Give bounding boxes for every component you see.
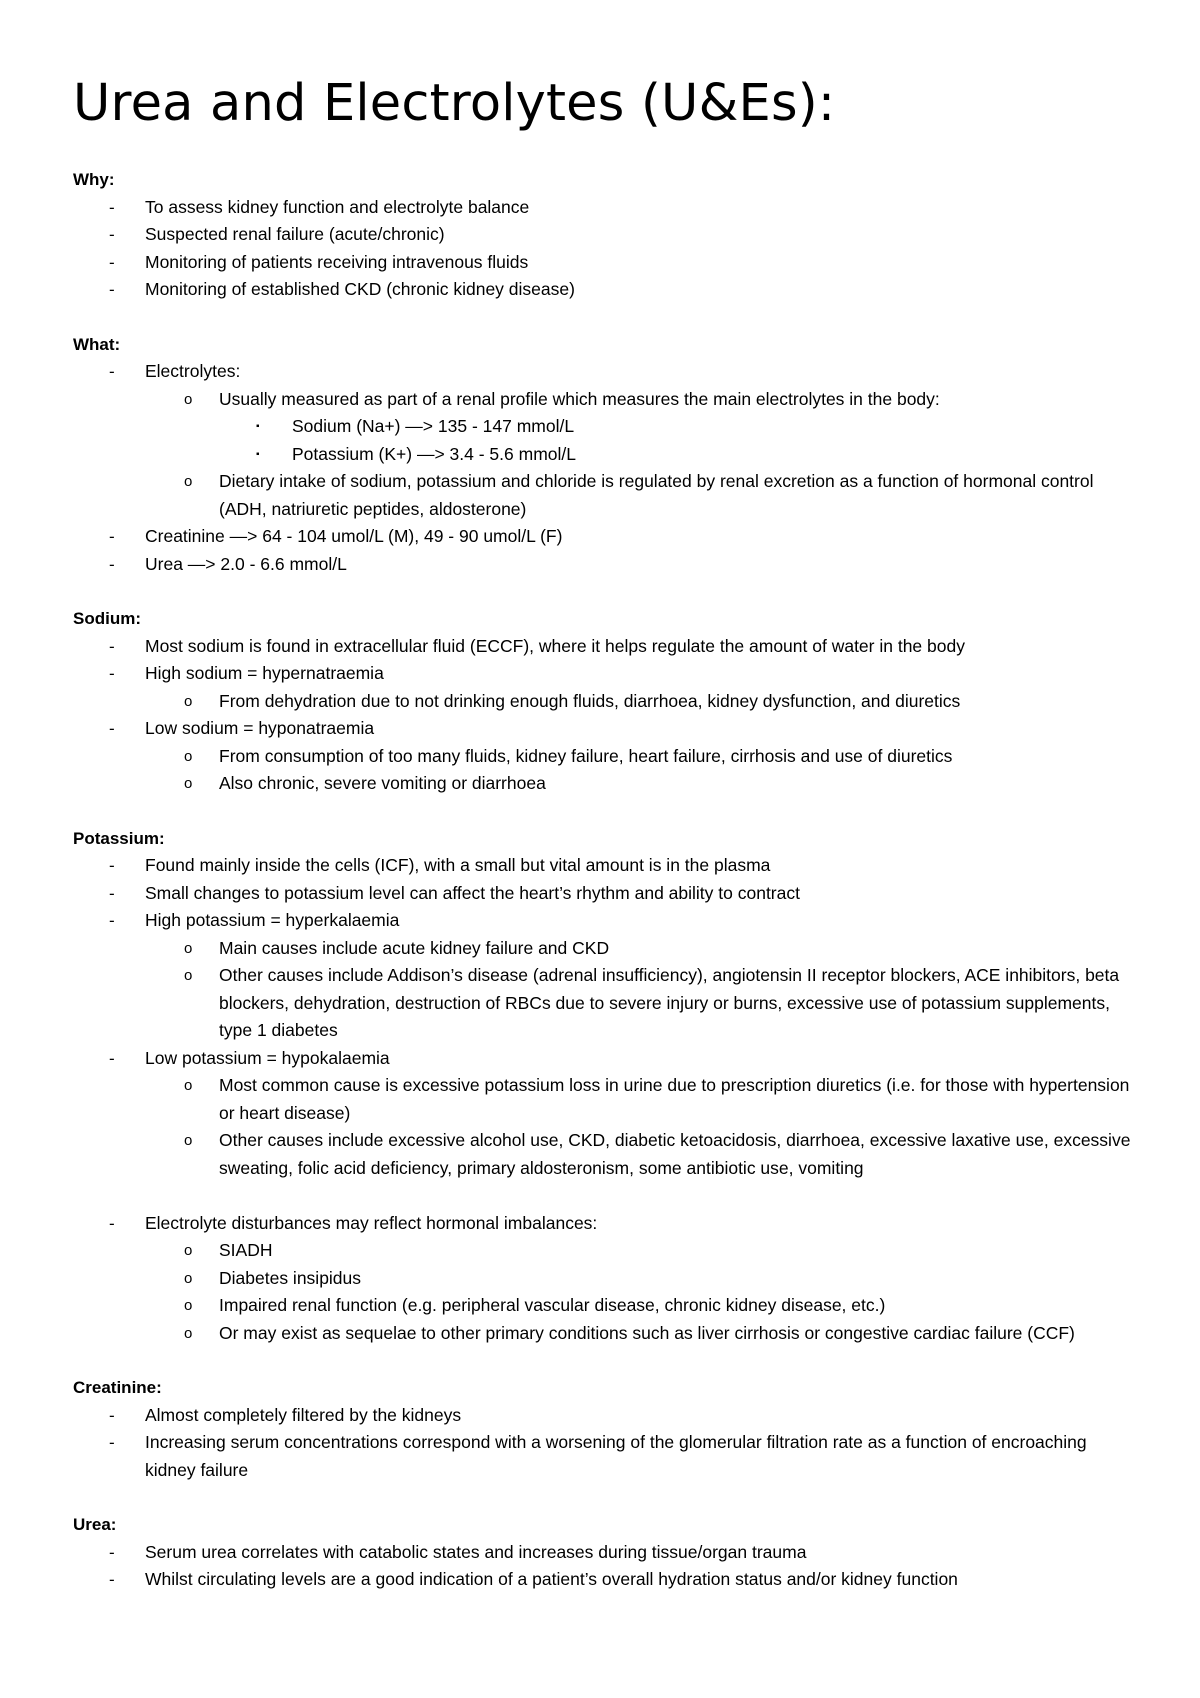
circle-bullet-icon: o bbox=[184, 390, 193, 408]
circle-bullet-icon: o bbox=[184, 1077, 193, 1094]
section-sodium bbox=[73, 605, 1140, 798]
dash-bullet-icon: - bbox=[109, 1213, 115, 1233]
list-item-text: Small changes to potassium level can affect the heart’s rhythm and ability to contract bbox=[145, 882, 800, 903]
list-item-text: Diabetes insipidus bbox=[219, 1267, 362, 1288]
list-item bbox=[73, 1127, 1140, 1182]
circle-bullet-icon: o bbox=[184, 692, 193, 710]
list-item bbox=[73, 660, 1140, 688]
bullet-list-level-2 bbox=[73, 935, 1140, 1045]
list-item bbox=[73, 962, 1140, 1045]
dash-bullet-icon: - bbox=[109, 719, 115, 738]
list-item bbox=[73, 1265, 1140, 1293]
bullet-list-level-1 bbox=[73, 852, 1140, 1347]
list-item bbox=[73, 249, 1140, 277]
list-item-text: Monitoring of patients receiving intravenous fluids bbox=[145, 251, 529, 272]
list-item bbox=[73, 770, 1140, 798]
list-item bbox=[73, 221, 1140, 249]
list-item bbox=[73, 1045, 1140, 1073]
list-item-text: Electrolyte disturbances may reflect hormonal imbalances: bbox=[145, 1212, 598, 1233]
dash-bullet-icon: - bbox=[109, 1570, 115, 1589]
list-item bbox=[73, 1539, 1140, 1567]
list-item-text: Electrolytes: bbox=[145, 361, 241, 381]
circle-bullet-icon: o bbox=[184, 939, 193, 957]
list-item-text: Impaired renal function (e.g. peripheral vascular disease, chronic kidney disease, etc.) bbox=[219, 1295, 886, 1315]
bullet-list-level-2 bbox=[73, 1237, 1140, 1347]
list-item-text: Suspected renal failure (acute/chronic) bbox=[145, 224, 445, 244]
list-item-text: Monitoring of established CKD (chronic kidney disease) bbox=[145, 279, 575, 299]
list-item bbox=[73, 441, 1140, 469]
list-item-text: Whilst circulating levels are a good indication of a patient’s overall hydration status and/or kidney function bbox=[145, 1569, 958, 1589]
list-item-text: Other causes include excessive alcohol use, CKD, diabetic ketoacidosis, diarrhoea, excessive laxative use, excessive sweating, folic acid deficiency, primary aldosteronism, some antibiotic use, vomiting bbox=[219, 1130, 1131, 1178]
list-item-text: Serum urea correlates with catabolic states and increases during tissue/organ trauma bbox=[145, 1541, 807, 1562]
document-body bbox=[73, 166, 1140, 1594]
list-item bbox=[73, 1320, 1140, 1348]
circle-bullet-icon: o bbox=[184, 1269, 193, 1287]
list-item bbox=[73, 907, 1140, 935]
dash-bullet-icon: - bbox=[109, 252, 115, 272]
square-bullet-icon: ▪ bbox=[256, 421, 260, 432]
list-item bbox=[73, 194, 1140, 222]
dash-bullet-icon: - bbox=[109, 527, 115, 546]
nested-list-container bbox=[73, 1237, 1140, 1347]
list-item bbox=[73, 1210, 1140, 1238]
bullet-list-level-3 bbox=[73, 413, 1140, 468]
bullet-list-level-2 bbox=[73, 743, 1140, 798]
nested-list-container bbox=[73, 386, 1140, 524]
section-creatinine bbox=[73, 1374, 1140, 1484]
dash-bullet-icon: - bbox=[109, 883, 115, 903]
list-item-text: Usually measured as part of a renal profile which measures the main electrolytes in the body: bbox=[219, 388, 940, 409]
circle-bullet-icon: o bbox=[184, 1132, 193, 1149]
list-item bbox=[73, 1072, 1140, 1127]
list-item-text: Low potassium = hypokalaemia bbox=[145, 1047, 390, 1068]
circle-bullet-icon: o bbox=[184, 1242, 193, 1259]
bullet-list-level-1 bbox=[73, 358, 1140, 578]
list-item-text: From dehydration due to not drinking enough fluids, diarrhoea, kidney dysfunction, and diuretics bbox=[219, 690, 961, 711]
bullet-list-level-1 bbox=[73, 1402, 1140, 1485]
list-item bbox=[73, 276, 1140, 304]
dash-bullet-icon: - bbox=[109, 856, 115, 875]
list-item bbox=[73, 413, 1140, 441]
list-item-text: Almost completely filtered by the kidneys bbox=[145, 1404, 462, 1425]
list-item-text: SIADH bbox=[219, 1240, 273, 1260]
list-item-text: Low sodium = hyponatraemia bbox=[145, 718, 375, 738]
section-heading: Urea: bbox=[73, 1515, 117, 1534]
list-item bbox=[73, 852, 1140, 880]
section-urea bbox=[73, 1511, 1140, 1594]
list-item bbox=[73, 468, 1140, 523]
section-heading: Sodium: bbox=[73, 609, 141, 628]
list-item-text: Increasing serum concentrations correspond with a worsening of the glomerular filtration rate as a function of encroaching kidney failure bbox=[145, 1432, 1087, 1480]
list-item bbox=[73, 523, 1140, 551]
list-item-text: Or may exist as sequelae to other primary conditions such as liver cirrhosis or congestive cardiac failure (CCF) bbox=[219, 1322, 1075, 1343]
list-item-text: Also chronic, severe vomiting or diarrhoea bbox=[219, 773, 546, 793]
section-potassium bbox=[73, 825, 1140, 1348]
circle-bullet-icon: o bbox=[184, 1324, 193, 1342]
blank-line bbox=[73, 1182, 1140, 1210]
list-item-text: Main causes include acute kidney failure and CKD bbox=[219, 937, 610, 958]
list-item-text: Dietary intake of sodium, potassium and chloride is regulated by renal excretion as a function of hormonal control (ADH, natriuretic peptides, aldosterone) bbox=[219, 471, 1094, 519]
list-item-text: Urea —> 2.0 - 6.6 mmol/L bbox=[145, 553, 347, 574]
dash-bullet-icon: - bbox=[109, 1542, 115, 1562]
list-item bbox=[73, 1292, 1140, 1320]
list-item bbox=[73, 633, 1140, 661]
dash-bullet-icon: - bbox=[109, 1048, 115, 1068]
list-item bbox=[73, 935, 1140, 963]
nested-list-container bbox=[73, 688, 1140, 716]
section-heading: Creatinine: bbox=[73, 1378, 162, 1397]
list-item-text: High sodium = hypernatraemia bbox=[145, 663, 384, 683]
bullet-list-level-2 bbox=[73, 1072, 1140, 1182]
list-item-text: Most sodium is found in extracellular fluid (ECCF), where it helps regulate the amount of water in the body bbox=[145, 635, 965, 656]
dash-bullet-icon: - bbox=[109, 362, 115, 381]
list-item bbox=[73, 1429, 1140, 1484]
list-item bbox=[73, 386, 1140, 414]
circle-bullet-icon: o bbox=[184, 775, 193, 792]
bullet-list-level-2 bbox=[73, 688, 1140, 716]
list-item bbox=[73, 1566, 1140, 1594]
bullet-list-level-1 bbox=[73, 194, 1140, 304]
section-what bbox=[73, 331, 1140, 579]
dash-bullet-icon: - bbox=[109, 197, 115, 217]
list-item bbox=[73, 358, 1140, 386]
dash-bullet-icon: - bbox=[109, 554, 115, 574]
list-item bbox=[73, 1237, 1140, 1265]
list-item-text: To assess kidney function and electrolyte balance bbox=[145, 196, 530, 217]
nested-list-container bbox=[73, 935, 1140, 1045]
section-heading: Why: bbox=[73, 170, 115, 189]
list-item-text: Found mainly inside the cells (ICF), with a small but vital amount is in the plasma bbox=[145, 855, 771, 875]
list-item-text: High potassium = hyperkalaemia bbox=[145, 910, 400, 930]
bullet-list-level-2 bbox=[73, 386, 1140, 524]
dash-bullet-icon: - bbox=[109, 664, 115, 683]
dash-bullet-icon: - bbox=[109, 1433, 115, 1452]
document-title: Urea and Electrolytes (U&Es): bbox=[73, 74, 836, 133]
list-item bbox=[73, 551, 1140, 579]
list-item bbox=[73, 1402, 1140, 1430]
list-item-text: Most common cause is excessive potassium loss in urine due to prescription diuretics (i.e. for those with hypertension or heart disease) bbox=[219, 1075, 1130, 1123]
circle-bullet-icon: o bbox=[184, 473, 193, 490]
dash-bullet-icon: - bbox=[109, 911, 115, 930]
list-item-text: Potassium (K+) —> 3.4 - 5.6 mmol/L bbox=[292, 443, 576, 464]
nested-list-container bbox=[73, 413, 1140, 468]
circle-bullet-icon: o bbox=[184, 967, 193, 984]
circle-bullet-icon: o bbox=[184, 747, 193, 765]
list-item bbox=[73, 743, 1140, 771]
list-item bbox=[73, 880, 1140, 908]
circle-bullet-icon: o bbox=[184, 1297, 193, 1314]
section-heading: Potassium: bbox=[73, 828, 165, 848]
section-heading: What: bbox=[73, 334, 121, 354]
dash-bullet-icon: - bbox=[109, 225, 115, 244]
square-bullet-icon: ▪ bbox=[256, 448, 260, 460]
section-why bbox=[73, 166, 1140, 304]
list-item-text: Sodium (Na+) —> 135 - 147 mmol/L bbox=[292, 416, 575, 436]
list-item-text: From consumption of too many fluids, kidney failure, heart failure, cirrhosis and use of diuretics bbox=[219, 745, 953, 766]
list-item-text: Other causes include Addison’s disease (adrenal insufficiency), angiotensin II receptor blockers, ACE inhibitors, beta blockers, dehydration, destruction of RBCs due to severe injury or burns, excessive use of potassium supplements, type 1 diabetes bbox=[219, 965, 1120, 1040]
dash-bullet-icon: - bbox=[109, 1405, 115, 1425]
bullet-list-level-1 bbox=[73, 633, 1140, 798]
list-item bbox=[73, 715, 1140, 743]
dash-bullet-icon: - bbox=[109, 636, 115, 656]
dash-bullet-icon: - bbox=[109, 280, 115, 299]
nested-list-container bbox=[73, 743, 1140, 798]
list-item-text: Creatinine —> 64 - 104 umol/L (M), 49 - 90 umol/L (F) bbox=[145, 526, 563, 546]
nested-list-container bbox=[73, 1072, 1140, 1182]
list-item bbox=[73, 688, 1140, 716]
bullet-list-level-1 bbox=[73, 1539, 1140, 1594]
